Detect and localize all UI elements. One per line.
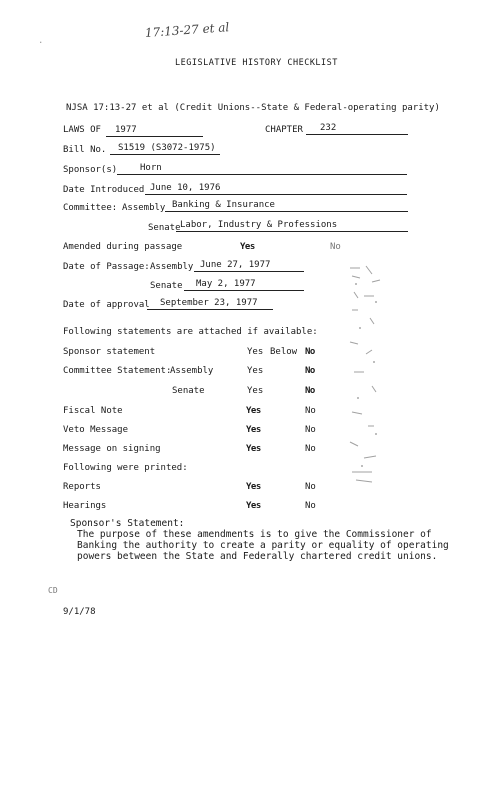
laws-of-value: 1977 bbox=[115, 125, 137, 135]
printed-no: No bbox=[305, 501, 316, 511]
statement-yes: Yes bbox=[246, 444, 261, 454]
statement-no: No bbox=[305, 425, 316, 435]
amended-yes: Yes bbox=[240, 242, 255, 252]
sponsor-statement-heading: Sponsor's Statement: bbox=[70, 518, 185, 529]
statement-label: Committee Statement: bbox=[63, 366, 172, 376]
committee-senate-line bbox=[176, 231, 408, 232]
chapter-value: 232 bbox=[320, 123, 337, 133]
amended-no: No bbox=[330, 242, 341, 252]
bill-no-value: S1519 (S3072-1975) bbox=[118, 143, 216, 153]
date-introduced-line bbox=[145, 194, 407, 195]
njsa-reference: NJSA 17:13-27 et al (Credit Unions--State & Federal-operating parity) bbox=[66, 103, 440, 113]
handwritten-note: 17:13-27 et al bbox=[144, 20, 230, 40]
passage-label: Date of Passage: bbox=[63, 262, 150, 272]
passage-assembly-line bbox=[194, 271, 304, 272]
approval-label: Date of approval bbox=[63, 300, 150, 310]
committee-label: Committee: bbox=[63, 203, 118, 213]
statement-yes: Yes bbox=[247, 347, 264, 357]
statement-sub-label: Assembly bbox=[170, 366, 214, 376]
passage-assembly-value: June 27, 1977 bbox=[200, 260, 271, 270]
committee-assembly-label: Assembly bbox=[122, 203, 166, 213]
passage-assembly-label: Assembly bbox=[150, 262, 194, 272]
statement-no: No bbox=[305, 366, 315, 376]
footer-date: 9/1/78 bbox=[63, 607, 96, 617]
statement-yes: Yes bbox=[247, 366, 264, 376]
statement-label: Fiscal Note bbox=[63, 406, 123, 416]
committee-senate-label: Senate bbox=[148, 223, 181, 233]
passage-senate-line bbox=[184, 290, 304, 291]
approval-line bbox=[147, 309, 273, 310]
passage-senate-value: May 2, 1977 bbox=[196, 279, 256, 289]
approval-value: September 23, 1977 bbox=[160, 298, 258, 308]
committee-assembly-value: Banking & Insurance bbox=[172, 200, 275, 210]
chapter-line bbox=[306, 134, 408, 135]
statement-no: No bbox=[305, 444, 316, 454]
sponsor-label: Sponsor(s) bbox=[63, 165, 118, 175]
statement-label: Sponsor statement bbox=[63, 347, 156, 357]
statement-yes: Yes bbox=[246, 406, 261, 416]
sponsor-statement-line: powers between the State and Federally chartered credit unions. bbox=[77, 551, 438, 562]
printed-heading: Following were printed: bbox=[63, 463, 188, 473]
attached-heading: Following statements are attached if available: bbox=[63, 327, 318, 337]
statement-yes: Yes bbox=[246, 425, 261, 435]
passage-senate-label: Senate bbox=[150, 281, 183, 291]
printed-label: Hearings bbox=[63, 501, 107, 511]
committee-senate-value: Labor, Industry & Professions bbox=[180, 220, 338, 230]
statement-yes: Yes bbox=[247, 386, 264, 396]
committee-assembly-line bbox=[165, 211, 408, 212]
date-introduced-label: Date Introduced bbox=[63, 185, 145, 195]
statement-label: Veto Message bbox=[63, 425, 129, 435]
printed-label: Reports bbox=[63, 482, 101, 492]
page-title: LEGISLATIVE HISTORY CHECKLIST bbox=[175, 58, 338, 68]
sponsor-statement-line: The purpose of these amendments is to give the Commissioner of bbox=[77, 529, 432, 540]
laws-of-label: LAWS OF bbox=[63, 125, 101, 135]
bill-no-label: Bill No. bbox=[63, 145, 107, 155]
statement-label: Message on signing bbox=[63, 444, 161, 454]
chapter-label: CHAPTER bbox=[265, 125, 303, 135]
sponsor-value: Horn bbox=[140, 163, 162, 173]
date-introduced-value: June 10, 1976 bbox=[150, 183, 221, 193]
printed-yes: Yes bbox=[246, 501, 261, 511]
bill-no-line bbox=[110, 154, 220, 155]
printed-yes: Yes bbox=[246, 482, 261, 492]
statement-no: No bbox=[305, 386, 315, 396]
statement-no: No bbox=[305, 347, 315, 357]
sponsor-line bbox=[117, 174, 407, 175]
laws-of-line bbox=[106, 136, 203, 137]
statement-no: No bbox=[305, 406, 316, 416]
statement-below: Below bbox=[270, 347, 298, 357]
amended-label: Amended during passage bbox=[63, 242, 183, 252]
sponsor-statement-line: Banking the authority to create a parity or equality of operating bbox=[77, 540, 449, 551]
footer-initials: CD bbox=[48, 586, 58, 595]
scan-speck: . bbox=[38, 36, 44, 46]
library-stamp-mark bbox=[346, 262, 388, 490]
statement-sub-label: Senate bbox=[172, 386, 205, 396]
printed-no: No bbox=[305, 482, 316, 492]
